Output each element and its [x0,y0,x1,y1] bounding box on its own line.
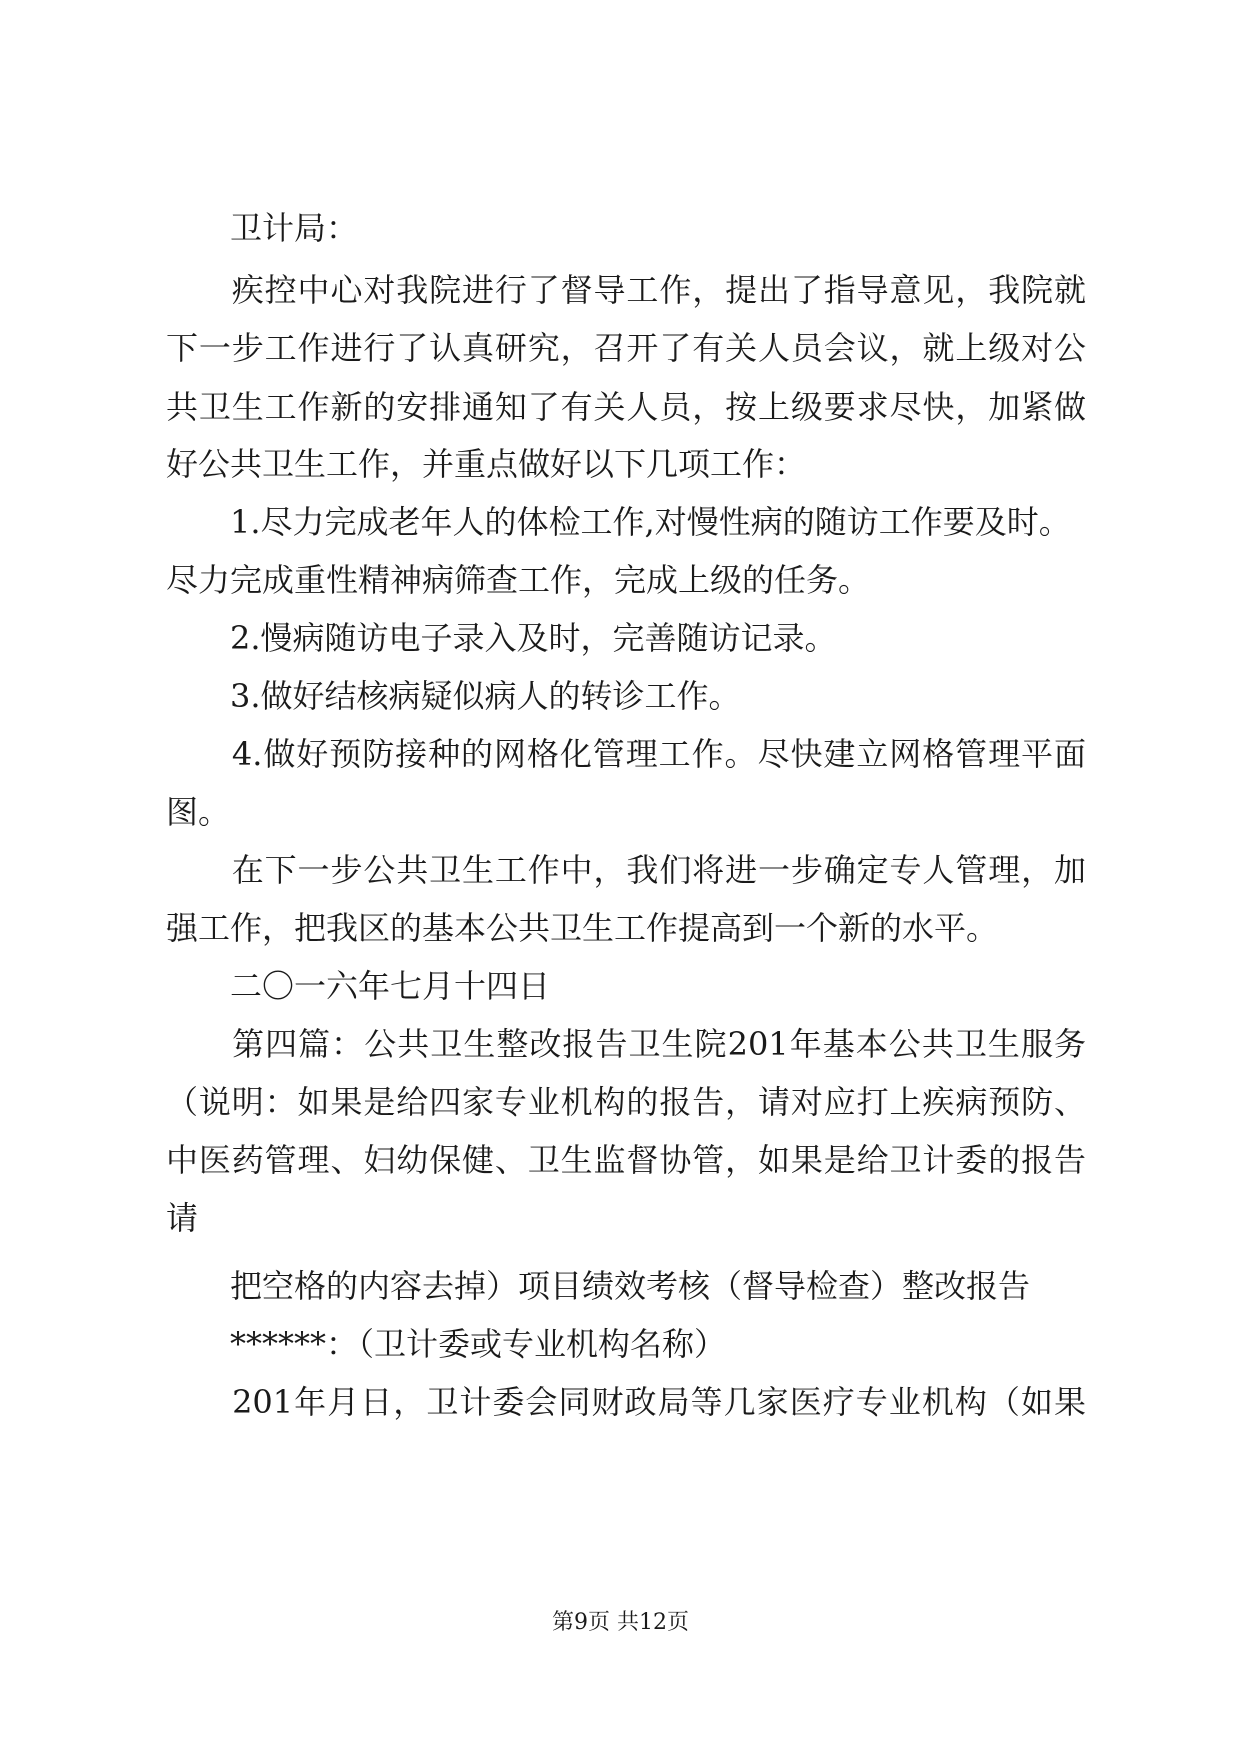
page-number-footer: 第9页 共12页 [552,1610,689,1635]
body-line: 图。 [166,793,231,831]
body-line: 尽力完成重性精神病筛查工作，完成上级的任务。 [166,561,871,599]
list-item-3: 3.做好结核病疑似病人的转诊工作。 [166,677,741,715]
body-line: 疾控中心对我院进行了督导工作，提出了指导意见，我院就 [166,271,1086,309]
body-line: 好公共卫生工作，并重点做好以下几项工作： [166,445,807,483]
body-line: 强工作，把我区的基本公共卫生工作提高到一个新的水平。 [166,909,999,947]
list-item-4: 4.做好预防接种的网格化管理工作。尽快建立网格管理平面 [166,735,1086,773]
body-line: 下一步工作进行了认真研究，召开了有关人员会议，就上级对公 [166,329,1086,367]
list-item-2: 2.慢病随访电子录入及时，完善随访记录。 [166,619,837,657]
body-line: 在下一步公共卫生工作中，我们将进一步确定专人管理，加 [166,851,1086,889]
body-line: 请 [166,1199,199,1237]
body-line: ******：（卫计委或专业机构名称） [166,1325,727,1363]
salutation-line: 卫计局： [166,209,359,247]
date-line: 二〇一六年七月十四日 [166,967,551,1005]
body-line: 把空格的内容去掉）项目绩效考核（督导检查）整改报告 [166,1267,1031,1305]
body-line: （说明：如果是给四家专业机构的报告，请对应打上疾病预防、 [166,1083,1086,1121]
body-line: 中医药管理、妇幼保健、卫生监督协管，如果是给卫计委的报告 [166,1141,1086,1179]
section-heading: 第四篇：公共卫生整改报告卫生院201年基本公共卫生服务 [166,1025,1086,1063]
list-item-1: 1.尽力完成老年人的体检工作,对慢性病的随访工作要及时。 [166,503,1071,541]
body-line: 共卫生工作新的安排通知了有关人员，按上级要求尽快，加紧做 [166,388,1086,426]
body-line: 201年月日，卫计委会同财政局等几家医疗专业机构（如果 [166,1383,1086,1421]
